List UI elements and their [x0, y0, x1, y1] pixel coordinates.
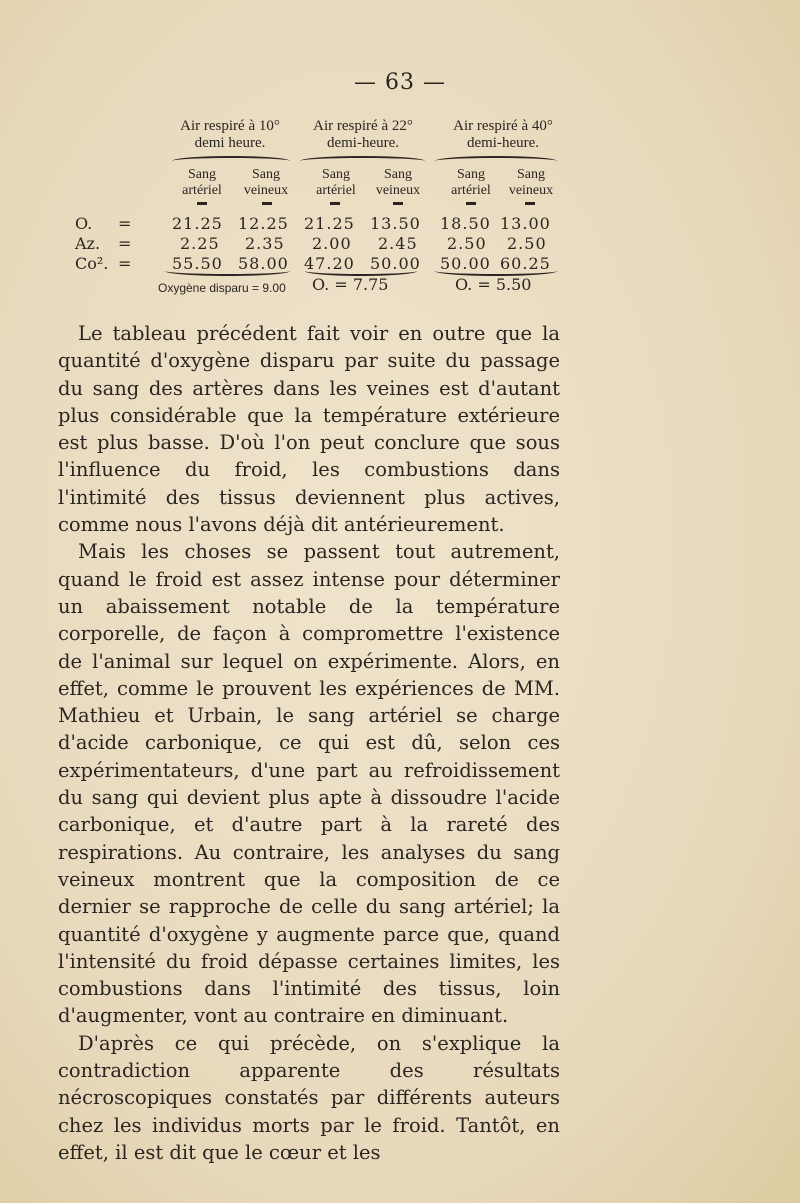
subheader-line: Sang	[252, 167, 280, 182]
subheader	[368, 167, 428, 199]
cell: 50.00	[370, 254, 421, 273]
row-equals: =	[118, 254, 132, 273]
cell: 2.25	[180, 234, 220, 253]
column-subtitle: demi-heure.	[466, 135, 540, 151]
cell: 12.25	[238, 214, 289, 233]
row-equals: =	[118, 234, 132, 253]
subheader	[305, 167, 367, 199]
subheader	[440, 167, 502, 199]
subheader-line: veineux	[243, 183, 289, 198]
cell: 2.45	[378, 234, 418, 253]
brace-top	[172, 156, 290, 166]
column-subtitle: demi heure.	[194, 135, 266, 151]
subheader-line: Sang	[517, 167, 545, 182]
subheader-line: Sang	[384, 167, 412, 182]
cell: 2.00	[312, 234, 352, 253]
cell: 58.00	[238, 254, 289, 273]
table-footer: Oxygène disparu = 9.00	[158, 281, 286, 295]
subheader-line: artériel	[316, 183, 356, 198]
cell: 21.25	[304, 214, 355, 233]
subheader	[170, 167, 234, 199]
table-footer: O. = 7.75	[312, 275, 389, 294]
subheader	[500, 167, 562, 199]
column-header-1	[165, 118, 295, 152]
column-title: Air respiré à 10°	[180, 118, 280, 134]
row-label: Co².	[75, 254, 109, 273]
row-equals: =	[118, 214, 132, 233]
column-header-3	[438, 118, 568, 152]
brace-bottom	[165, 266, 290, 276]
table-footer: O. = 5.50	[455, 275, 532, 294]
cell: 13.50	[370, 214, 421, 233]
cell: 21.25	[172, 214, 223, 233]
dash	[262, 202, 272, 205]
subheader-line: Sang	[188, 167, 216, 182]
cell: 55.50	[172, 254, 223, 273]
dash	[393, 202, 403, 205]
dash	[525, 202, 535, 205]
subheader-line: artériel	[451, 183, 491, 198]
paragraph: D'après ce qui précède, on s'explique la contradiction apparente des résultats nécroscopiques constatés par différents auteurs chez les individus morts par le froid. Tantôt, en effet, il est dit que le cœur et les	[58, 1031, 560, 1164]
cell: 60.25	[500, 254, 551, 273]
body-text	[58, 320, 560, 1166]
row-label: Az.	[75, 234, 101, 253]
dash	[197, 202, 207, 205]
page-number: — 63 —	[354, 70, 446, 95]
subheader-line: veineux	[508, 183, 554, 198]
cell: 2.50	[507, 234, 547, 253]
cell: 50.00	[440, 254, 491, 273]
cell: 2.50	[447, 234, 487, 253]
cell: 18.50	[440, 214, 491, 233]
cell: 2.35	[245, 234, 285, 253]
dash	[466, 202, 476, 205]
subheader-line: Sang	[457, 167, 485, 182]
cell: 47.20	[304, 254, 355, 273]
subheader-line: artériel	[182, 183, 222, 198]
dash	[330, 202, 340, 205]
column-header-2	[298, 118, 428, 152]
brace-top	[300, 156, 425, 166]
subheader	[236, 167, 296, 199]
column-subtitle: demi-heure.	[326, 135, 400, 151]
row-label: O.	[75, 214, 93, 233]
subheader-line: Sang	[322, 167, 350, 182]
cell: 13.00	[500, 214, 551, 233]
paragraph: Mais les choses se passent tout autrement, quand le froid est assez intense pour déterminer un abaissement notable de la température corporelle, de façon à compromettre l'existence de l'animal sur lequel on expérimente. Alors, en effet, comme le prouvent les expériences de MM. Mathieu et Urbain, le sang artériel se charge d'acide carbonique, ce qui est dû, selon ces expérimentateurs, d'une part au refroidissement du sang qui devient plus apte à dissoudre l'acide carbonique, et d'autre part à la rareté des respirations. Au contraire, les analyses du sang veineux montrent que la composition de ce dernier se rapproche de celle du sang artériel; la quantité d'oxygène y augmente parce que, quand l'intensité du froid dépasse certaines limites, les combustions dans l'intimité des tissus, loin d'augmenter, vont au contraire en diminuant.	[58, 540, 560, 1028]
column-title: Air respiré à 40°	[453, 118, 553, 134]
subheader-line: veineux	[375, 183, 421, 198]
column-title: Air respiré à 22°	[313, 118, 413, 134]
paragraph: Le tableau précédent fait voir en outre que la quantité d'oxygène disparu par suite du passage du sang des artères dans les veines est d'autant plus considérable que la température extérieure est plus basse. D'où l'on peut conclure que sous l'influence du froid, les combustions dans l'intimité des tissus deviennent plus actives, comme nous l'avons déjà dit antérieurement.	[58, 322, 560, 537]
brace-top	[435, 156, 557, 166]
